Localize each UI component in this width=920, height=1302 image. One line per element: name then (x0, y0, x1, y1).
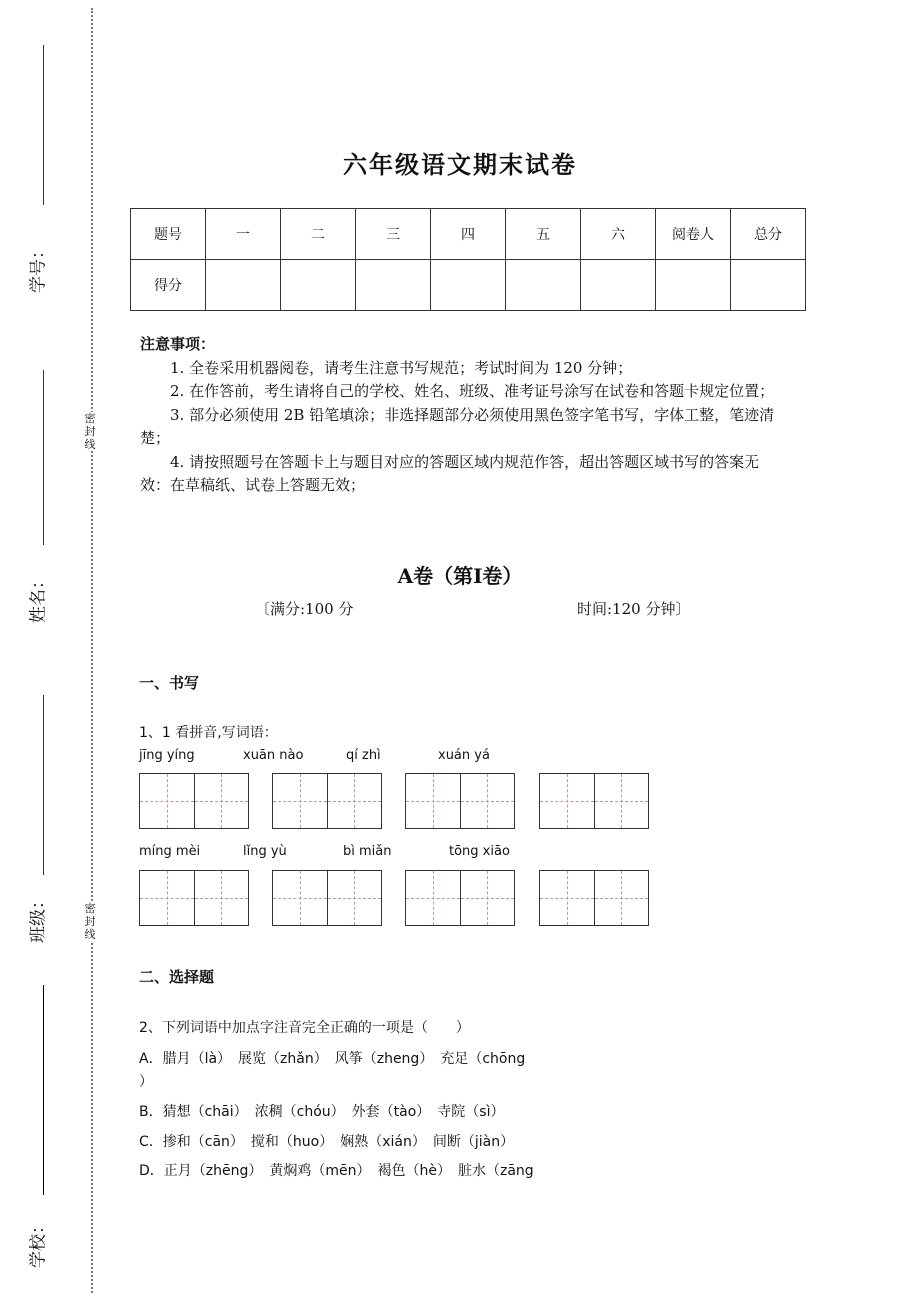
notice-item: 1. 全卷采用机器阅卷，请考生注意书写规范；考试时间为 120 分钟； (170, 358, 633, 377)
table-row (131, 209, 806, 260)
school-line[interactable] (43, 985, 44, 1195)
score-cell[interactable] (506, 260, 581, 311)
pinyin: bì miǎn (343, 844, 392, 859)
option-a[interactable]: A．腊月（là） 展览（zhǎn） 风筝（zheng） 充足（chōng (139, 1051, 526, 1067)
row-label: 得分 (131, 260, 206, 311)
writing-grid[interactable] (272, 870, 382, 926)
header-cell: 五 (506, 209, 581, 260)
pinyin: míng mèi (139, 844, 201, 859)
writing-grid[interactable] (272, 773, 382, 829)
score-cell[interactable] (281, 260, 356, 311)
full-score: 〔满分:100 分 (255, 600, 354, 618)
section-title: A卷（第Ⅰ卷） (397, 564, 523, 588)
time-limit: 时间:120 分钟〕 (577, 600, 691, 618)
header-cell: 二 (281, 209, 356, 260)
option-b[interactable]: B．猜想（chāi） 浓稠（chóu） 外套（tào） 寺院（sì） (139, 1104, 505, 1120)
notice-item: 2. 在作答前，考生请将自己的学校、姓名、班级、准考证号涂写在试卷和答题卡规定位置； (170, 382, 775, 400)
table-row (131, 260, 806, 311)
option-c[interactable]: C．掺和（cān） 搅和（huo） 娴熟（xián） 间断（jiàn） (139, 1134, 515, 1150)
part-title: 二、选择题 (139, 968, 215, 986)
score-cell[interactable] (656, 260, 731, 311)
header-cell: 六 (581, 209, 656, 260)
name-line[interactable] (43, 370, 44, 545)
part-title: 一、书写 (139, 674, 200, 692)
pinyin: tōng xiāo (449, 844, 510, 859)
pinyin: lǐng yù (243, 844, 287, 859)
writing-grid[interactable] (405, 870, 515, 926)
header-cell: 阅卷人 (656, 209, 731, 260)
student-id-label: 学号： (28, 242, 49, 293)
pinyin: xuán yá (438, 748, 490, 763)
notice-item: 4. 请按照题号在答题卡上与题目对应的答题区域内规范作答，超出答题区域书写的答案无效：在草稿纸、试卷上答题无效； (140, 452, 760, 494)
option-a-cont: ） (139, 1074, 153, 1090)
score-cell[interactable] (356, 260, 431, 311)
writing-grid[interactable] (139, 870, 249, 926)
score-cell[interactable] (731, 260, 806, 311)
name-label: 姓名： (28, 572, 49, 623)
score-cell[interactable] (581, 260, 656, 311)
header-cell: 题号 (131, 209, 206, 260)
writing-grid[interactable] (539, 870, 649, 926)
score-cell[interactable] (431, 260, 506, 311)
header-cell: 四 (431, 209, 506, 260)
seal-label: 密封线 (84, 412, 96, 451)
student-id-line[interactable] (43, 45, 44, 205)
question-text: 1、1 看拼音,写词语： (139, 725, 278, 741)
option-d[interactable]: D．正月（zhēng） 黄焖鸡（mēn） 褐色（hè） 脏水（zāng (139, 1163, 534, 1179)
pinyin: xuān nào (243, 748, 304, 763)
seal-label: 密封线 (84, 902, 96, 941)
writing-grid[interactable] (405, 773, 515, 829)
seal-dotted-line (91, 8, 93, 1293)
school-label: 学校： (28, 1217, 49, 1268)
page-title: 六年级语文期末试卷 (343, 150, 577, 179)
class-label: 班级： (28, 892, 49, 943)
question-text: 2、下列词语中加点字注音完全正确的一项是（ ） (139, 1020, 470, 1036)
score-cell[interactable] (206, 260, 281, 311)
header-cell: 一 (206, 209, 281, 260)
pinyin: qí zhì (346, 748, 381, 763)
score-table (130, 208, 806, 311)
header-cell: 总分 (731, 209, 806, 260)
writing-grid[interactable] (139, 773, 249, 829)
notice-item: 3. 部分必须使用 2B 铅笔填涂；非选择题部分必须使用黑色签字笔书写，字体工整，笔迹清楚； (140, 405, 775, 447)
notice-heading: 注意事项： (140, 335, 216, 353)
notice-block (140, 333, 785, 498)
class-line[interactable] (43, 695, 44, 875)
writing-grid[interactable] (539, 773, 649, 829)
pinyin: jīng yíng (139, 748, 195, 763)
header-cell: 三 (356, 209, 431, 260)
